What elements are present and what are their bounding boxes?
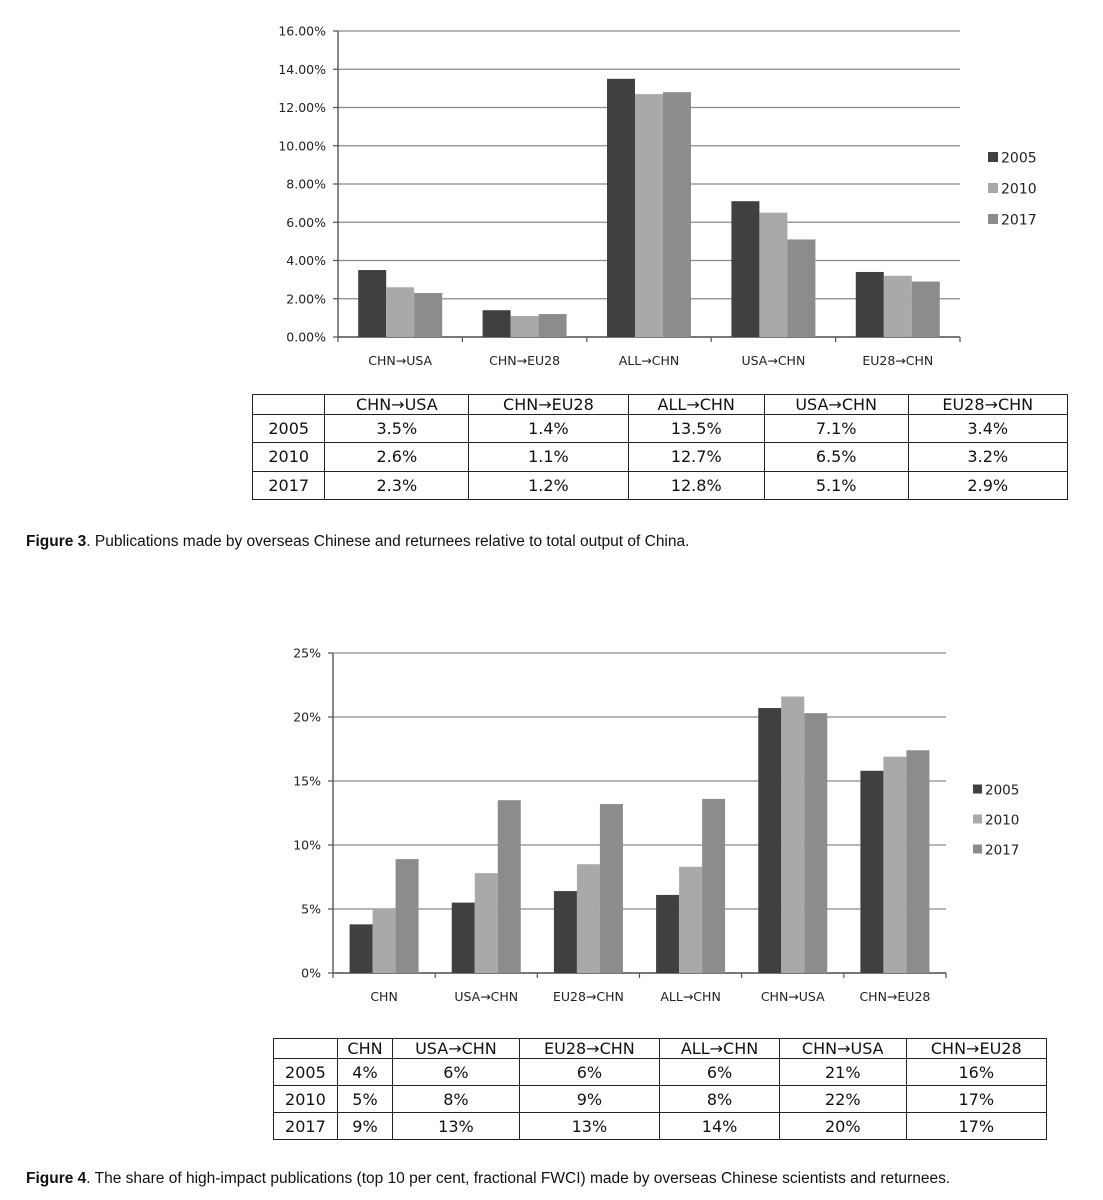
table-cell: 12.7%	[628, 443, 764, 471]
y-tick-label: 14.00%	[278, 61, 326, 77]
bar-2010-0	[386, 287, 414, 337]
bar-2010-3	[679, 867, 702, 973]
figure-4-data-table	[273, 1038, 1047, 1140]
bar-2005-3	[731, 201, 759, 337]
table-cell: 20%	[780, 1113, 907, 1140]
table-cell: 16%	[906, 1059, 1046, 1086]
x-category-label: ALL→CHN	[660, 989, 721, 1004]
bar-2010-3	[759, 213, 787, 337]
table-cell: 4%	[337, 1059, 392, 1086]
y-tick-label: 8.00%	[286, 176, 326, 192]
table-header-cell	[274, 1039, 338, 1059]
table-cell: 17%	[906, 1086, 1046, 1113]
table-row	[253, 443, 1068, 471]
table-cell: 3.4%	[908, 415, 1068, 443]
bar-2005-5	[860, 771, 883, 973]
y-tick-label: 2.00%	[286, 291, 326, 307]
bar-2017-1	[498, 800, 521, 973]
bar-2005-3	[656, 895, 679, 973]
x-category-label: CHN	[370, 989, 398, 1004]
bar-2010-4	[884, 276, 912, 337]
table-cell: 6.5%	[764, 443, 908, 471]
caption-label: Figure 3	[26, 533, 87, 550]
bar-2005-0	[358, 270, 386, 337]
legend-label: 2005	[1001, 150, 1037, 167]
table-cell: 2005	[274, 1059, 338, 1086]
y-tick-label: 20%	[293, 709, 321, 725]
table-cell: 8%	[393, 1086, 520, 1113]
table-cell: 14%	[660, 1113, 780, 1140]
x-category-label: EU28→CHN	[862, 353, 934, 368]
table-header-row	[274, 1039, 1047, 1059]
table-cell: 9%	[519, 1086, 659, 1113]
table-header-cell: CHN→USA	[780, 1039, 907, 1059]
table-header-cell: ALL→CHN	[628, 395, 764, 415]
table-cell: 6%	[660, 1059, 780, 1086]
table-header-cell	[253, 395, 325, 415]
table-header-cell: USA→CHN	[764, 395, 908, 415]
table-row	[253, 471, 1068, 499]
table-header-cell: EU28→CHN	[908, 395, 1068, 415]
y-tick-label: 10.00%	[278, 138, 326, 154]
table-cell: 12.8%	[628, 471, 764, 499]
table-header-cell: CHN→USA	[325, 395, 469, 415]
table-header-cell: EU28→CHN	[519, 1039, 659, 1059]
table-cell: 1.1%	[469, 443, 628, 471]
legend-swatch	[973, 815, 982, 824]
table-cell: 2010	[274, 1086, 338, 1113]
table-cell: 2.9%	[908, 471, 1068, 499]
y-tick-label: 12.00%	[278, 100, 326, 115]
bar-2017-1	[539, 314, 567, 337]
legend-label: 2005	[985, 782, 1020, 799]
table-cell: 2.6%	[325, 443, 469, 471]
x-category-label: CHN→EU28	[859, 989, 931, 1004]
table-cell: 1.2%	[469, 471, 628, 499]
bar-2017-2	[600, 804, 623, 973]
y-tick-label: 5%	[301, 901, 321, 917]
figure-4-bar-chart	[0, 620, 1103, 1020]
table-cell: 5%	[337, 1086, 392, 1113]
bar-2005-1	[483, 310, 511, 337]
table-row	[253, 415, 1068, 443]
x-category-label: USA→CHN	[741, 353, 806, 368]
table-cell: 13.5%	[628, 415, 764, 443]
bar-2010-1	[511, 316, 539, 337]
legend-swatch	[973, 785, 982, 794]
table-cell: 21%	[780, 1059, 907, 1086]
y-tick-label: 0%	[301, 965, 321, 981]
table-row	[274, 1086, 1047, 1113]
table-header-cell: CHN→EU28	[906, 1039, 1046, 1059]
y-tick-label: 4.00%	[286, 253, 326, 268]
figure-3-bar-chart	[0, 0, 1103, 380]
bar-2005-0	[350, 924, 373, 973]
x-category-label: CHN→EU28	[489, 353, 561, 368]
bar-2017-4	[804, 713, 827, 973]
legend-swatch	[988, 214, 998, 224]
bar-2017-0	[396, 859, 419, 973]
figure-4-caption	[26, 1170, 950, 1188]
table-cell: 2017	[274, 1113, 338, 1140]
table-cell: 8%	[660, 1086, 780, 1113]
x-category-label: USA→CHN	[454, 989, 519, 1004]
table-cell: 7.1%	[764, 415, 908, 443]
table-header-cell: CHN	[337, 1039, 392, 1059]
y-tick-label: 16.00%	[278, 23, 326, 39]
figure-3-caption	[26, 533, 689, 551]
table-cell: 13%	[519, 1113, 659, 1140]
table-cell: 5.1%	[764, 471, 908, 499]
bar-2017-0	[414, 293, 442, 337]
bar-2005-2	[607, 79, 635, 337]
table-cell: 3.2%	[908, 443, 1068, 471]
table-cell: 1.4%	[469, 415, 628, 443]
bar-2005-4	[856, 272, 884, 337]
bar-2010-2	[635, 94, 663, 337]
table-cell: 13%	[393, 1113, 520, 1140]
y-tick-label: 6.00%	[286, 214, 326, 230]
caption-label: Figure 4	[26, 1170, 87, 1187]
bar-2010-4	[781, 697, 804, 973]
legend-label: 2010	[1001, 181, 1037, 198]
legend-swatch	[973, 845, 982, 854]
table-header-row	[253, 395, 1068, 415]
table-header-cell: ALL→CHN	[660, 1039, 780, 1059]
bar-2010-2	[577, 864, 600, 973]
table-header-cell: USA→CHN	[393, 1039, 520, 1059]
bar-2010-1	[475, 873, 498, 973]
table-cell: 9%	[337, 1113, 392, 1140]
table-cell: 3.5%	[325, 415, 469, 443]
bar-2017-3	[787, 239, 815, 337]
bar-2017-5	[906, 750, 929, 973]
figure-3-data-table	[252, 394, 1068, 500]
bar-2017-3	[702, 799, 725, 973]
table-cell: 2017	[253, 471, 325, 499]
bar-2010-5	[883, 757, 906, 973]
y-tick-label: 25%	[293, 645, 321, 661]
legend-swatch	[988, 183, 998, 193]
table-cell: 17%	[906, 1113, 1046, 1140]
bar-2017-2	[663, 92, 691, 337]
table-cell: 2005	[253, 415, 325, 443]
table-row	[274, 1113, 1047, 1140]
legend-label: 2017	[985, 842, 1020, 859]
y-tick-label: 15%	[293, 773, 321, 789]
x-category-label: CHN→USA	[368, 353, 433, 368]
legend-label: 2010	[985, 812, 1020, 829]
table-cell: 22%	[780, 1086, 907, 1113]
table-cell: 2010	[253, 443, 325, 471]
table-row	[274, 1059, 1047, 1086]
table-cell: 2.3%	[325, 471, 469, 499]
y-tick-label: 0.00%	[286, 329, 326, 345]
y-tick-label: 10%	[293, 837, 321, 853]
bar-2005-2	[554, 891, 577, 973]
legend-label: 2017	[1001, 212, 1037, 229]
x-category-label: ALL→CHN	[618, 353, 680, 368]
legend-swatch	[988, 152, 998, 162]
caption-text: . The share of high-impact publications (top 10 per cent, fractional FWCI) made by overseas Chinese scientists and returnees.	[86, 1170, 951, 1187]
table-cell: 6%	[393, 1059, 520, 1086]
bar-2010-0	[373, 909, 396, 973]
x-category-label: EU28→CHN	[552, 989, 624, 1004]
x-category-label: CHN→USA	[760, 989, 825, 1004]
bar-2005-4	[758, 708, 781, 973]
table-cell: 6%	[519, 1059, 659, 1086]
caption-text: . Publications made by overseas Chinese and returnees relative to total output of China.	[86, 533, 690, 550]
table-header-cell: CHN→EU28	[469, 395, 628, 415]
bar-2017-4	[912, 282, 940, 337]
bar-2005-1	[452, 903, 475, 973]
